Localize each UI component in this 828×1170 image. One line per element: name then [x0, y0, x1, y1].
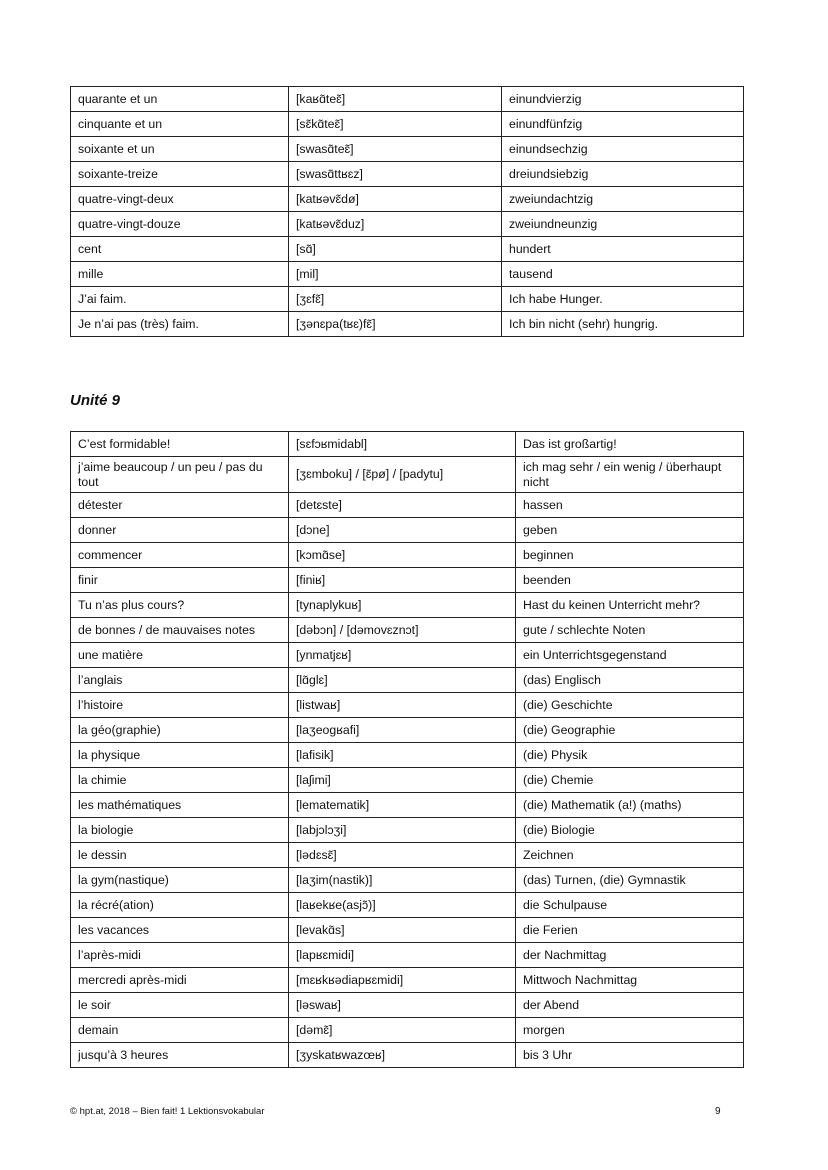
vocab-row: [71, 818, 744, 843]
french-term: quatre-vingt-douze: [71, 212, 289, 237]
vocab-table-unit-8: [70, 86, 744, 337]
vocab-row: [71, 543, 744, 568]
french-term: l’anglais: [71, 668, 289, 693]
ipa-transcription: [ʒɛfɛ̃]: [289, 287, 502, 312]
german-translation: zweiundneunzig: [502, 212, 744, 237]
german-translation: Zeichnen: [516, 843, 744, 868]
french-term: soixante-treize: [71, 162, 289, 187]
german-translation: hassen: [516, 493, 744, 518]
vocab-row: [71, 1043, 744, 1068]
vocab-row: [71, 843, 744, 868]
german-translation: der Nachmittag: [516, 943, 744, 968]
page-number: 9: [715, 1106, 721, 1117]
vocab-row: [71, 1018, 744, 1043]
vocab-row: [71, 743, 744, 768]
ipa-transcription: [katʁəvɛ̃dø]: [289, 187, 502, 212]
ipa-transcription: [laʒim(nastik)]: [289, 868, 516, 893]
ipa-transcription: [detɛste]: [289, 493, 516, 518]
ipa-transcription: [laʁekʁe(asjɔ̃)]: [289, 893, 516, 918]
french-term: la biologie: [71, 818, 289, 843]
german-translation: bis 3 Uhr: [516, 1043, 744, 1068]
german-translation: (die) Geschichte: [516, 693, 744, 718]
ipa-transcription: [laʃimi]: [289, 768, 516, 793]
ipa-transcription: [lematematik]: [289, 793, 516, 818]
ipa-transcription: [sɛ̃kɑ̃teɛ̃]: [289, 112, 502, 137]
ipa-transcription: [lafisik]: [289, 743, 516, 768]
vocab-table-body: [71, 87, 744, 337]
french-term: quatre-vingt-deux: [71, 187, 289, 212]
german-translation: ich mag sehr / ein wenig / überhaupt nicht: [516, 457, 744, 493]
ipa-transcription: [kaʁɑ̃teɛ̃]: [289, 87, 502, 112]
french-term: commencer: [71, 543, 289, 568]
ipa-transcription: [lədɛsɛ̃]: [289, 843, 516, 868]
french-term: le soir: [71, 993, 289, 1018]
french-term: donner: [71, 518, 289, 543]
french-term: Je n’ai pas (très) faim.: [71, 312, 289, 337]
french-term: la chimie: [71, 768, 289, 793]
ipa-transcription: [listwaʁ]: [289, 693, 516, 718]
german-translation: die Ferien: [516, 918, 744, 943]
german-translation: (die) Biologie: [516, 818, 744, 843]
german-translation: (die) Physik: [516, 743, 744, 768]
german-translation: tausend: [502, 262, 744, 287]
vocab-row: [71, 718, 744, 743]
vocab-row: [71, 518, 744, 543]
french-term: une matière: [71, 643, 289, 668]
vocab-row: [71, 568, 744, 593]
french-term: la géo(graphie): [71, 718, 289, 743]
ipa-transcription: [ʒɛmboku] / [ɛ̃pø] / [padytu]: [289, 457, 516, 493]
french-term: quarante et un: [71, 87, 289, 112]
vocab-row: [71, 432, 744, 457]
footer-copyright: © hpt.at, 2018 – Bien fait! 1 Lektionsvokabular: [70, 1106, 265, 1117]
german-translation: zweiundachtzig: [502, 187, 744, 212]
german-translation: Ich bin nicht (sehr) hungrig.: [502, 312, 744, 337]
german-translation: ein Unterrichtsgegenstand: [516, 643, 744, 668]
french-term: mille: [71, 262, 289, 287]
vocab-row: [71, 112, 744, 137]
french-term: j’aime beaucoup / un peu / pas du tout: [71, 457, 289, 493]
german-translation: (das) Englisch: [516, 668, 744, 693]
german-translation: Hast du keinen Unterricht mehr?: [516, 593, 744, 618]
german-translation: Ich habe Hunger.: [502, 287, 744, 312]
ipa-transcription: [swasɑ̃teɛ̃]: [289, 137, 502, 162]
vocab-row: [71, 668, 744, 693]
french-term: de bonnes / de mauvaises notes: [71, 618, 289, 643]
vocab-row: [71, 893, 744, 918]
vocab-row: [71, 137, 744, 162]
french-term: la physique: [71, 743, 289, 768]
french-term: jusqu’à 3 heures: [71, 1043, 289, 1068]
french-term: cent: [71, 237, 289, 262]
vocab-row: [71, 287, 744, 312]
french-term: l’histoire: [71, 693, 289, 718]
french-term: demain: [71, 1018, 289, 1043]
vocab-row: [71, 918, 744, 943]
french-term: Tu n’as plus cours?: [71, 593, 289, 618]
vocab-row: [71, 262, 744, 287]
ipa-transcription: [kɔmɑ̃se]: [289, 543, 516, 568]
german-translation: einundvierzig: [502, 87, 744, 112]
section-title-unite-9: Unité 9: [70, 392, 121, 409]
german-translation: (die) Mathematik (a!) (maths): [516, 793, 744, 818]
french-term: la récré(ation): [71, 893, 289, 918]
french-term: mercredi après-midi: [71, 968, 289, 993]
german-translation: morgen: [516, 1018, 744, 1043]
vocab-row: [71, 868, 744, 893]
german-translation: hundert: [502, 237, 744, 262]
ipa-transcription: [levakɑ̃s]: [289, 918, 516, 943]
vocab-row: [71, 87, 744, 112]
ipa-transcription: [ʒənɛpa(tʁɛ)fɛ̃]: [289, 312, 502, 337]
ipa-transcription: [swasɑ̃ttʁɛz]: [289, 162, 502, 187]
french-term: cinquante et un: [71, 112, 289, 137]
german-translation: (die) Geographie: [516, 718, 744, 743]
ipa-transcription: [labjɔlɔʒi]: [289, 818, 516, 843]
german-translation: gute / schlechte Noten: [516, 618, 744, 643]
german-translation: der Abend: [516, 993, 744, 1018]
french-term: les mathématiques: [71, 793, 289, 818]
french-term: la gym(nastique): [71, 868, 289, 893]
ipa-transcription: [finiʁ]: [289, 568, 516, 593]
vocab-table-body: [71, 432, 744, 1068]
german-translation: Das ist großartig!: [516, 432, 744, 457]
german-translation: geben: [516, 518, 744, 543]
vocab-table-unit-9: [70, 431, 744, 1068]
ipa-transcription: [mil]: [289, 262, 502, 287]
french-term: finir: [71, 568, 289, 593]
german-translation: (die) Chemie: [516, 768, 744, 793]
vocab-row: [71, 312, 744, 337]
vocab-row: [71, 618, 744, 643]
german-translation: beginnen: [516, 543, 744, 568]
vocab-row: [71, 162, 744, 187]
german-translation: (das) Turnen, (die) Gymnastik: [516, 868, 744, 893]
german-translation: die Schulpause: [516, 893, 744, 918]
french-term: l’après-midi: [71, 943, 289, 968]
ipa-transcription: [dɔne]: [289, 518, 516, 543]
french-term: J’ai faim.: [71, 287, 289, 312]
vocab-row: [71, 943, 744, 968]
ipa-transcription: [dəmɛ̃]: [289, 1018, 516, 1043]
ipa-transcription: [tynaplykuʁ]: [289, 593, 516, 618]
german-translation: dreiundsiebzig: [502, 162, 744, 187]
ipa-transcription: [ləswaʁ]: [289, 993, 516, 1018]
german-translation: Mittwoch Nachmittag: [516, 968, 744, 993]
french-term: détester: [71, 493, 289, 518]
vocab-row: [71, 187, 744, 212]
ipa-transcription: [ʒyskatʁwazœʁ]: [289, 1043, 516, 1068]
french-term: les vacances: [71, 918, 289, 943]
vocab-row: [71, 593, 744, 618]
german-translation: einundfünfzig: [502, 112, 744, 137]
ipa-transcription: [sɛfɔʁmidabl]: [289, 432, 516, 457]
ipa-transcription: [lɑ̃glɛ]: [289, 668, 516, 693]
ipa-transcription: [lapʁɛmidi]: [289, 943, 516, 968]
vocab-row: [71, 693, 744, 718]
vocab-row: [71, 993, 744, 1018]
french-term: le dessin: [71, 843, 289, 868]
vocab-row: [71, 793, 744, 818]
vocab-row: [71, 768, 744, 793]
ipa-transcription: [laʒeogʁafi]: [289, 718, 516, 743]
german-translation: beenden: [516, 568, 744, 593]
vocab-row: [71, 457, 744, 493]
german-translation: einundsechzig: [502, 137, 744, 162]
ipa-transcription: [sɑ̃]: [289, 237, 502, 262]
ipa-transcription: [katʁəvɛ̃duz]: [289, 212, 502, 237]
vocab-row: [71, 968, 744, 993]
vocab-row: [71, 212, 744, 237]
ipa-transcription: [mɛʁkʁədiapʁɛmidi]: [289, 968, 516, 993]
vocab-row: [71, 643, 744, 668]
ipa-transcription: [ynmatjɛʁ]: [289, 643, 516, 668]
vocab-row: [71, 493, 744, 518]
french-term: soixante et un: [71, 137, 289, 162]
vocab-row: [71, 237, 744, 262]
french-term: C’est formidable!: [71, 432, 289, 457]
ipa-transcription: [dəbɔn] / [dəmovɛznɔt]: [289, 618, 516, 643]
